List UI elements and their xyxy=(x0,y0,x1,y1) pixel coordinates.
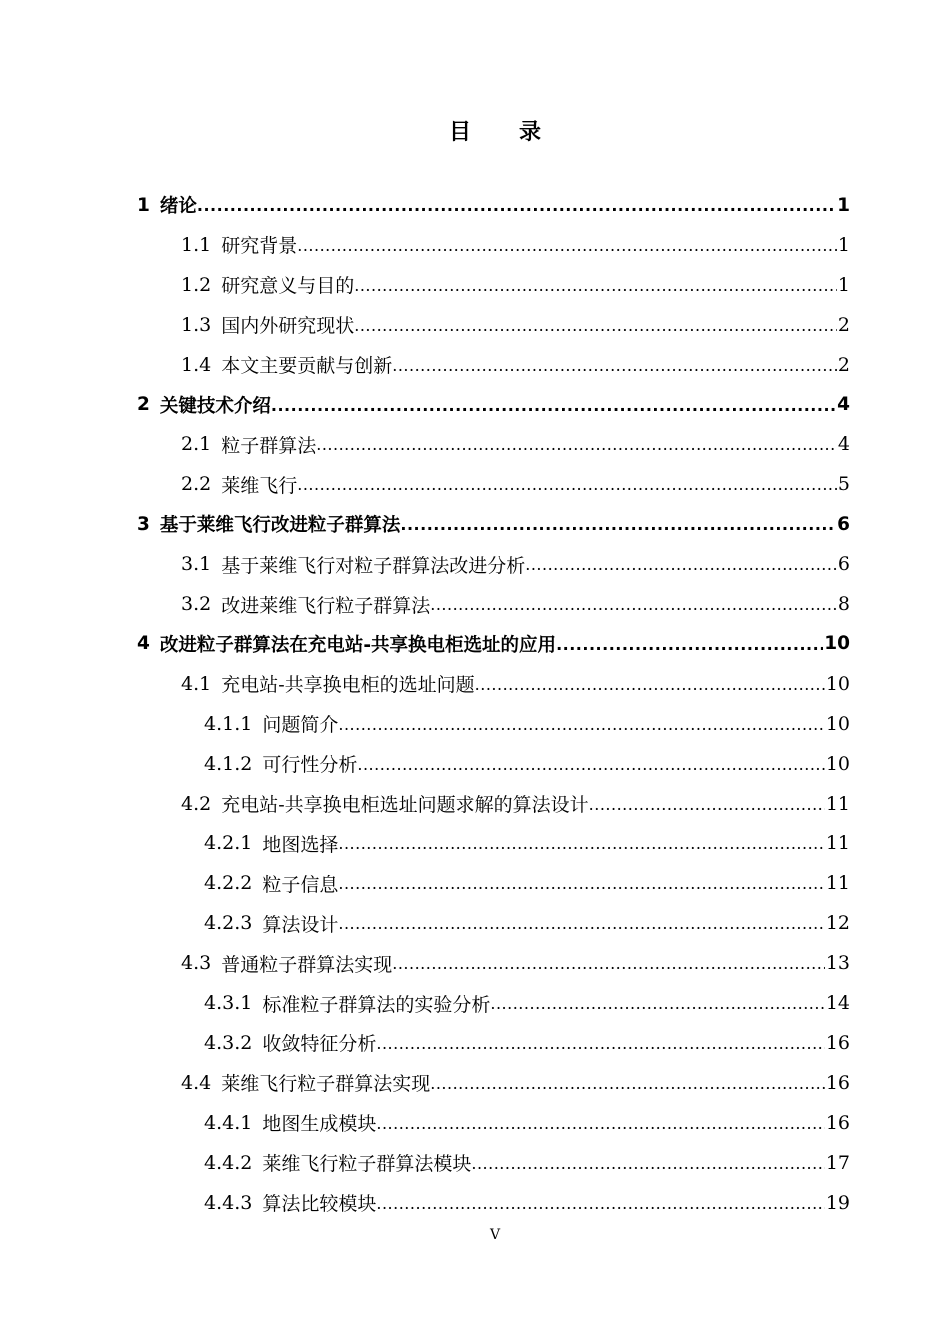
toc-entry[interactable] xyxy=(181,225,850,265)
toc-entry[interactable] xyxy=(204,744,850,784)
toc-entry-title: 收敛特征分析 xyxy=(262,1033,377,1056)
toc-dot-leader xyxy=(357,753,824,775)
toc-entry-title: 绪论 xyxy=(159,196,197,217)
toc-entry[interactable] xyxy=(137,504,850,544)
toc-entry-title: 可行性分析 xyxy=(262,754,358,777)
toc-entry-page: 14 xyxy=(825,992,850,1014)
toc-dot-leader xyxy=(297,234,837,256)
toc-entry-number: 4.2.3 xyxy=(204,912,253,935)
toc-entry[interactable] xyxy=(137,385,850,425)
footer-page-number: V xyxy=(489,1227,501,1243)
toc-entry-number: 4.3 xyxy=(181,952,212,975)
toc-entry-page: 1 xyxy=(837,273,850,296)
toc-entry[interactable] xyxy=(204,1183,850,1223)
toc-entry[interactable] xyxy=(181,943,850,983)
toc-entry-number: 2.2 xyxy=(181,473,212,496)
toc-entry-page: 11 xyxy=(825,792,850,815)
toc-entry-number: 4.3.2 xyxy=(204,1031,253,1054)
toc-dot-leader xyxy=(354,274,837,296)
toc-entry-page: 6 xyxy=(837,513,850,535)
toc-entry-page: 10 xyxy=(825,672,850,695)
toc-dot-leader xyxy=(197,194,836,216)
toc-entry-number: 4.1.1 xyxy=(204,712,253,735)
toc-entry-page: 16 xyxy=(825,1031,850,1054)
toc-entry-title: 改进莱维飞行粒子群算法 xyxy=(221,594,431,617)
toc-entry-title: 基于莱维飞行改进粒子群算法 xyxy=(159,515,401,537)
toc-entry-title: 充电站-共享换电柜的选址问题 xyxy=(221,674,475,697)
toc-entry-title: 莱维飞行 xyxy=(221,474,298,497)
toc-entry[interactable] xyxy=(204,1103,850,1143)
toc-dot-leader xyxy=(589,793,825,815)
toc-entry-number: 4.2.1 xyxy=(204,832,253,855)
toc-dot-leader xyxy=(354,314,837,336)
toc-entry[interactable] xyxy=(204,1143,850,1183)
toc-entry-number: 4.3.1 xyxy=(204,992,253,1014)
toc-entry-title: 算法比较模块 xyxy=(262,1193,377,1215)
toc-dot-leader xyxy=(471,1152,824,1174)
toc-entry[interactable] xyxy=(181,464,850,504)
toc-entry-page: 11 xyxy=(825,872,850,895)
toc-entry-number: 1 xyxy=(137,194,150,216)
toc-dot-leader xyxy=(297,473,837,495)
toc-entry-number: 2.1 xyxy=(181,433,212,456)
toc-dot-leader xyxy=(338,713,824,735)
toc-entry-number: 4.4.2 xyxy=(204,1151,253,1174)
toc-entry[interactable] xyxy=(181,265,850,305)
toc-dot-leader xyxy=(316,433,837,455)
toc-entry-page: 11 xyxy=(825,832,850,855)
toc-dot-leader xyxy=(338,872,824,894)
toc-entry-page: 19 xyxy=(825,1191,850,1214)
toc-entry[interactable] xyxy=(181,345,850,385)
toc-entry-title: 研究意义与目的 xyxy=(221,275,355,298)
toc-entry-number: 4.4 xyxy=(181,1071,212,1094)
toc-entry-title: 普通粒子群算法实现 xyxy=(221,953,393,976)
toc-dot-leader xyxy=(338,832,824,854)
toc-entry-title: 莱维飞行粒子群算法模块 xyxy=(262,1153,472,1176)
page-title xyxy=(0,115,950,146)
toc-entry-page: 6 xyxy=(837,553,850,576)
toc-dot-leader xyxy=(400,513,836,535)
toc-entry-number: 4.4.1 xyxy=(204,1111,253,1134)
toc-dot-leader xyxy=(475,673,825,695)
toc-entry-number: 4 xyxy=(137,633,150,655)
toc-entry-title: 粒子信息 xyxy=(262,873,339,896)
toc-entry-page: 16 xyxy=(825,1071,850,1094)
toc-entry-title: 基于莱维飞行对粒子群算法改进分析 xyxy=(221,554,526,577)
toc-dot-leader xyxy=(525,553,837,575)
toc-entry-page: 8 xyxy=(837,593,850,615)
toc-entry-page: 17 xyxy=(825,1151,850,1174)
toc-entry[interactable] xyxy=(181,664,850,704)
toc-entry-number: 3.1 xyxy=(181,553,212,576)
toc-entry-page: 13 xyxy=(825,952,850,975)
toc-entry-title: 改进粒子群算法在充电站-共享换电柜选址的应用 xyxy=(159,634,557,656)
toc-entry-number: 3.2 xyxy=(181,593,212,615)
toc-entry-title: 问题简介 xyxy=(262,714,339,737)
toc-entry-title: 地图生成模块 xyxy=(262,1113,377,1136)
toc-entry-page: 2 xyxy=(837,353,850,376)
toc-entry-page: 1 xyxy=(837,233,850,256)
toc-entry-number: 4.2.2 xyxy=(204,872,253,895)
toc-entry[interactable] xyxy=(204,983,850,1023)
toc-dot-leader xyxy=(376,1032,824,1054)
toc-dot-leader xyxy=(430,593,837,615)
toc-entry-page: 4 xyxy=(837,433,850,456)
toc-dot-leader xyxy=(392,354,837,376)
toc-dot-leader xyxy=(338,912,824,934)
toc-entry-number: 2 xyxy=(137,394,150,415)
toc-dot-leader xyxy=(556,633,823,655)
page-title-part2: 录 xyxy=(519,119,542,145)
toc-entry-number: 4.1.2 xyxy=(204,752,253,775)
toc-entry-number: 1.1 xyxy=(181,233,212,256)
toc-entry-number: 1.2 xyxy=(181,273,212,296)
toc-entry-page: 5 xyxy=(837,473,850,496)
toc-entry[interactable] xyxy=(204,823,850,863)
toc-entry-title: 研究背景 xyxy=(221,235,298,258)
toc-entry[interactable] xyxy=(204,704,850,744)
toc-entry-number: 1.3 xyxy=(181,313,212,336)
toc-entry-title: 莱维飞行粒子群算法实现 xyxy=(221,1073,431,1096)
toc-dot-leader xyxy=(376,1112,824,1134)
toc-entry[interactable] xyxy=(204,863,850,903)
toc-dot-leader xyxy=(392,952,825,974)
toc-entry-title: 国内外研究现状 xyxy=(221,315,355,338)
toc-entry[interactable] xyxy=(204,903,850,943)
toc-entry-title: 地图选择 xyxy=(262,833,339,856)
toc-entry-title: 本文主要贡献与创新 xyxy=(221,355,393,378)
toc-entry-title: 充电站-共享换电柜选址问题求解的算法设计 xyxy=(221,794,589,816)
toc-entry-page: 2 xyxy=(837,313,850,336)
toc-entry-number: 4.1 xyxy=(181,672,212,695)
toc-entry-number: 4.2 xyxy=(181,792,212,815)
toc-entry-page: 10 xyxy=(825,712,850,735)
toc-entry[interactable] xyxy=(204,1023,850,1063)
toc-dot-leader xyxy=(430,1072,825,1094)
toc-dot-leader xyxy=(490,992,824,1014)
toc-entry-title: 标准粒子群算法的实验分析 xyxy=(262,993,491,1016)
toc-entry-page: 10 xyxy=(825,752,850,775)
toc-entry-page: 4 xyxy=(837,394,850,415)
toc-entry-page: 16 xyxy=(825,1111,850,1134)
toc-entry-page: 1 xyxy=(837,194,850,216)
toc-entry-number: 1.4 xyxy=(181,353,212,376)
toc-entry[interactable] xyxy=(137,624,850,664)
toc-dot-leader xyxy=(376,1192,824,1214)
toc-entry[interactable] xyxy=(181,424,850,464)
toc-entry[interactable] xyxy=(137,185,850,225)
toc-entry[interactable] xyxy=(181,784,850,824)
toc-entry[interactable] xyxy=(181,1063,850,1103)
toc-entry-title: 算法设计 xyxy=(262,913,339,936)
page-title-part1: 目 xyxy=(448,119,471,145)
toc-entry-page: 12 xyxy=(825,912,850,935)
toc-entry-title: 粒子群算法 xyxy=(221,434,317,457)
toc-dot-leader xyxy=(271,394,836,416)
toc-entry[interactable] xyxy=(181,544,850,584)
toc-entry-number: 3 xyxy=(137,513,150,535)
toc-entry[interactable] xyxy=(181,305,850,345)
toc-entry-number: 4.4.3 xyxy=(204,1191,253,1214)
toc-entry[interactable] xyxy=(181,584,850,624)
toc-entry-page: 10 xyxy=(824,633,850,655)
toc-entry-title: 关键技术介绍 xyxy=(159,395,271,417)
